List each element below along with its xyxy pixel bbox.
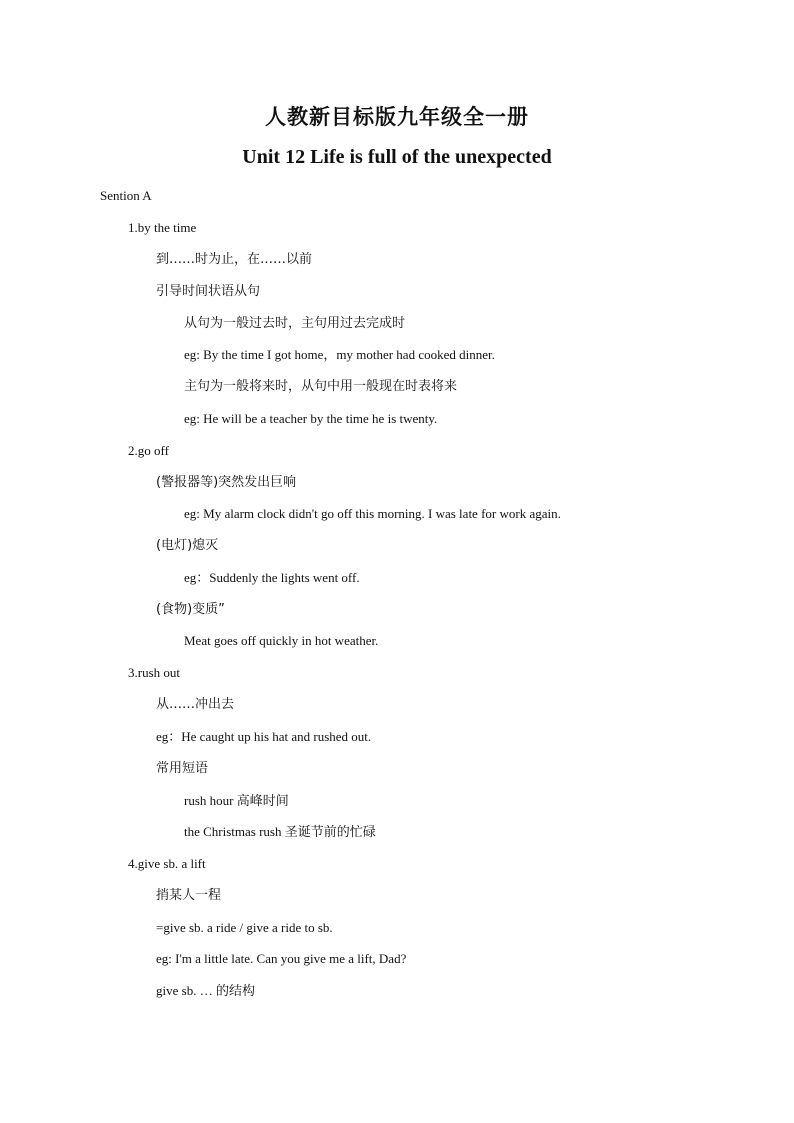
item-line: give sb. … 的结构 bbox=[156, 983, 255, 998]
example-sentence: eg：He caught up his hat and rushed out. bbox=[156, 729, 372, 744]
item-line: 到……时为止，在……以前 bbox=[156, 252, 313, 267]
item-line: =give sb. a ride / give a ride to sb. bbox=[156, 920, 333, 935]
item-heading: 1.by the time bbox=[128, 220, 197, 235]
item-heading: 4.give sb. a lift bbox=[128, 856, 206, 871]
item-line: (电灯)熄灭 bbox=[156, 538, 219, 553]
example-sentence: eg: By the time I got home，my mother had cooked dinner. bbox=[184, 347, 495, 362]
example-sentence: eg: I'm a little late. Can you give me a lift, Dad? bbox=[156, 951, 407, 966]
item-line: (食物)变质” bbox=[156, 602, 225, 617]
phrase-line: rush hour 高峰时间 bbox=[184, 793, 289, 808]
item-line: 引导时间状语从句 bbox=[156, 284, 261, 299]
item-line: 主句为一般将来时，从句中用一般现在时表将来 bbox=[184, 379, 458, 394]
item-line: 从……冲出去 bbox=[156, 697, 235, 712]
example-sentence: eg: My alarm clock didn't go off this morning. I was late for work again. bbox=[184, 506, 561, 521]
item-heading: 3.rush out bbox=[128, 665, 180, 680]
example-sentence: eg：Suddenly the lights went off. bbox=[184, 570, 360, 585]
document-title-unit: Unit 12 Life is full of the unexpected bbox=[242, 146, 552, 168]
document-title-chinese: 人教新目标版九年级全一册 bbox=[265, 104, 529, 129]
example-sentence: eg: He will be a teacher by the time he is twenty. bbox=[184, 411, 438, 426]
item-line: 从句为一般过去时，主句用过去完成时 bbox=[184, 316, 406, 331]
item-line: 捎某人一程 bbox=[156, 888, 222, 903]
item-heading: 2.go off bbox=[128, 443, 169, 458]
section-heading: Sention A bbox=[100, 188, 152, 203]
example-sentence: Meat goes off quickly in hot weather. bbox=[184, 633, 379, 648]
item-line: (警报器等)突然发出巨响 bbox=[156, 475, 297, 490]
item-line: 常用短语 bbox=[156, 761, 209, 776]
phrase-line: the Christmas rush 圣诞节前的忙碌 bbox=[184, 824, 376, 839]
